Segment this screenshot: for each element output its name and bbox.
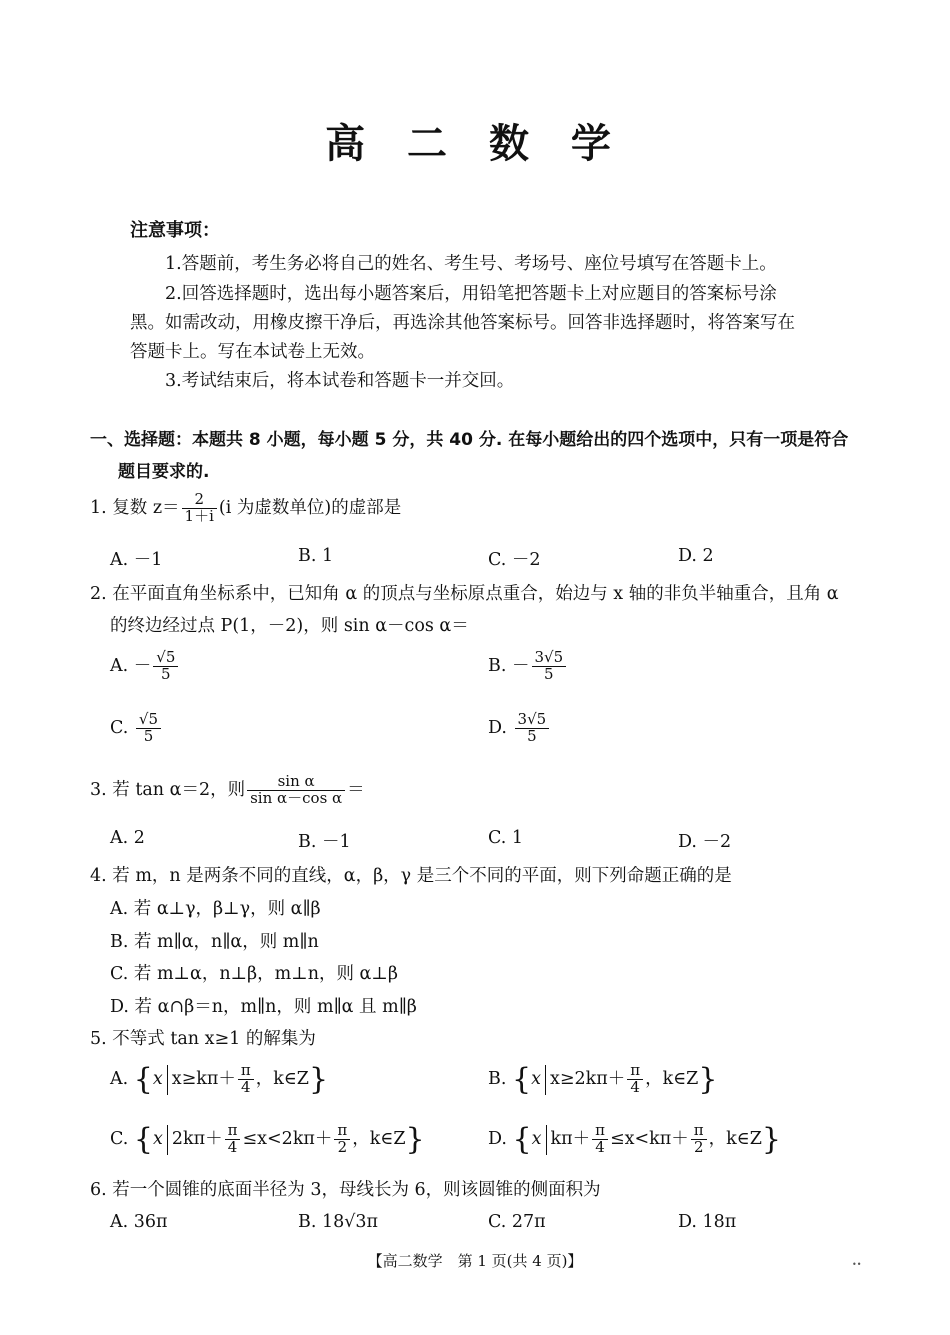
q5-option-b-cond-end: ，k∈Z bbox=[645, 1069, 699, 1089]
q5-option-d-denominator-2: 2 bbox=[691, 1139, 707, 1156]
q5-option-d-cond-end: ，k∈Z bbox=[708, 1129, 762, 1149]
q6-option-c: C. 27π bbox=[488, 1212, 546, 1232]
q3-fraction bbox=[247, 774, 345, 807]
q5-option-a-numerator: π bbox=[240, 1061, 251, 1080]
q2-option-d-label: D. bbox=[488, 717, 513, 738]
q5-option-c-numerator: π bbox=[227, 1121, 238, 1140]
q2-option-a-numerator: √5 bbox=[156, 648, 176, 666]
q2-option-c-denominator: 5 bbox=[136, 728, 161, 745]
q2-option-b-numerator: 3√5 bbox=[534, 648, 564, 666]
q1-prefix: 1. 复数 z＝ bbox=[90, 497, 180, 518]
q2-option-b-fraction bbox=[532, 650, 567, 683]
q2-option-d-fraction bbox=[515, 712, 550, 745]
q2-option-a-denominator: 5 bbox=[153, 666, 178, 683]
q5-option-d: D. {x kπ＋ $\frac{\pi}{4}$ ≤x<kπ＋ $\frac{\pi}{2}$ ，k∈Z} bbox=[488, 1121, 781, 1157]
q1-denominator: 1＋i bbox=[182, 508, 217, 525]
page-title: 高 二 数 学 bbox=[325, 121, 625, 167]
q2-option-b-label: B. － bbox=[488, 655, 530, 676]
question-4: 4. 若 m，n 是两条不同的直线，α，β，γ 是三个不同的平面，则下列命题正确的是 bbox=[90, 866, 732, 886]
q5-option-b-denominator: 4 bbox=[627, 1079, 643, 1096]
q2-option-d bbox=[488, 712, 551, 745]
q2-option-b bbox=[488, 650, 568, 683]
q5-option-c-numerator-2: π bbox=[337, 1121, 348, 1140]
q1-suffix: (i 为虚数单位)的虚部是 bbox=[218, 497, 402, 518]
q5-option-b-label: B. bbox=[488, 1069, 512, 1089]
q4-option-d: D. 若 α∩β＝n，m∥n，则 m∥α 且 m∥β bbox=[110, 997, 417, 1017]
q5-option-c-label: C. bbox=[110, 1129, 134, 1149]
q5-option-b-var: x bbox=[531, 1069, 541, 1089]
q2-option-d-numerator: 3√5 bbox=[517, 710, 547, 728]
q2-option-a-label: A. － bbox=[110, 655, 152, 676]
q6-option-a: A. 36π bbox=[110, 1212, 168, 1232]
q2-option-c-label: C. bbox=[110, 717, 134, 738]
q3-suffix: ＝ bbox=[347, 779, 365, 800]
q1-option-c: C. －2 bbox=[488, 550, 541, 570]
question-3 bbox=[90, 774, 365, 807]
q3-option-a: A. 2 bbox=[110, 828, 145, 848]
q5-option-b-numerator: π bbox=[630, 1061, 641, 1080]
q5-option-a: A. {x x≥kπ＋ $\frac{\pi}{4}$ ，k∈Z} bbox=[110, 1061, 329, 1097]
q5-option-c: C. {x 2kπ＋ $\frac{\pi}{4}$ ≤x<2kπ＋ $\frac{\pi}{2}$ ，k∈Z} bbox=[110, 1121, 425, 1157]
q5-option-a-denominator: 4 bbox=[238, 1079, 254, 1096]
q5-option-c-cond-end: ，k∈Z bbox=[352, 1129, 406, 1149]
q1-fraction bbox=[182, 492, 217, 525]
q5-option-d-var: x bbox=[531, 1129, 542, 1149]
q1-option-d: D. 2 bbox=[678, 546, 714, 566]
question-1 bbox=[90, 492, 401, 525]
notice-line-1: 1.答题前，考生务必将自己的姓名、考生号、考场号、座位号填写在答题卡上。 bbox=[165, 254, 777, 274]
q2-option-c-numerator: √5 bbox=[138, 710, 159, 728]
page-footer: 【高二数学 第 1 页(共 4 页)】 bbox=[367, 1252, 583, 1270]
notice-line-5: 3.考试结束后，将本试卷和答题卡一并交回。 bbox=[165, 371, 515, 391]
corner-mark: •• bbox=[852, 1260, 862, 1269]
q2-option-b-denominator: 5 bbox=[532, 666, 567, 683]
q5-option-d-cond: kπ＋ bbox=[550, 1129, 591, 1149]
q3-option-c: C. 1 bbox=[488, 828, 524, 848]
question-6: 6. 若一个圆锥的底面半径为 3，母线长为 6，则该圆锥的侧面积为 bbox=[90, 1180, 601, 1200]
q4-option-c: C. 若 m⊥α，n⊥β，m⊥n，则 α⊥β bbox=[110, 964, 398, 984]
q5-option-b-cond: x≥2kπ＋ bbox=[549, 1069, 626, 1089]
notice-line-4: 答题卡上。写在本试卷上无效。 bbox=[130, 342, 375, 362]
q2-option-c bbox=[110, 712, 163, 745]
q3-prefix: 3. 若 tan α＝2，则 bbox=[90, 779, 246, 800]
q6-option-b: B. 18√3π bbox=[298, 1212, 379, 1232]
notice-line-3: 黑。如需改动，用橡皮擦干净后，再选涂其他答案标号。回答非选择题时，将答案写在 bbox=[130, 313, 795, 333]
q3-denominator: sin α－cos α bbox=[247, 790, 345, 807]
q2-option-d-denominator: 5 bbox=[515, 728, 550, 745]
q5-option-d-denominator: 4 bbox=[592, 1139, 608, 1156]
q2-option-a-fraction bbox=[153, 650, 178, 683]
q4-option-b: B. 若 m∥α，n∥α，则 m∥n bbox=[110, 932, 319, 952]
q5-option-a-var: x bbox=[152, 1069, 163, 1089]
q2-option-c-fraction bbox=[136, 712, 161, 745]
q3-option-d: D. －2 bbox=[678, 832, 732, 852]
q5-option-a-cond: x≥kπ＋ bbox=[171, 1069, 236, 1089]
notice-line-2: 2.回答选择题时，选出每小题答案后，用铅笔把答题卡上对应题目的答案标号涂 bbox=[165, 284, 777, 304]
q3-numerator: sin α bbox=[277, 772, 315, 790]
q1-option-a: A. －1 bbox=[110, 550, 163, 570]
q5-option-c-cond-mid: ≤x<2kπ＋ bbox=[242, 1129, 333, 1149]
q5-option-a-label: A. bbox=[110, 1069, 134, 1089]
q5-option-c-cond: 2kπ＋ bbox=[171, 1129, 223, 1149]
section-1-heading-cont: 题目要求的. bbox=[118, 462, 210, 482]
q1-option-b: B. 1 bbox=[298, 546, 334, 566]
q3-option-b: B. －1 bbox=[298, 832, 351, 852]
q1-numerator: 2 bbox=[194, 490, 204, 508]
notice-heading: 注意事项： bbox=[130, 220, 220, 241]
q6-option-d: D. 18π bbox=[678, 1212, 737, 1232]
q5-option-b: B. {x x≥2kπ＋ $\frac{\pi}{4}$ ，k∈Z} bbox=[488, 1061, 718, 1097]
q5-option-c-denominator-2: 2 bbox=[334, 1139, 350, 1156]
q5-option-d-cond-mid: ≤x<kπ＋ bbox=[609, 1129, 689, 1149]
question-2-line-2: 的终边经过点 P(1，－2)，则 sin α－cos α＝ bbox=[110, 616, 469, 636]
question-5: 5. 不等式 tan x≥1 的解集为 bbox=[90, 1029, 316, 1049]
q2-option-a bbox=[110, 650, 180, 683]
q4-option-a: A. 若 α⊥γ，β⊥γ，则 α∥β bbox=[110, 899, 321, 919]
q5-option-d-numerator: π bbox=[595, 1121, 605, 1140]
q5-option-a-cond-end: ，k∈Z bbox=[255, 1069, 309, 1089]
q5-option-c-var: x bbox=[153, 1129, 163, 1149]
q5-option-c-denominator: 4 bbox=[225, 1139, 241, 1156]
q5-option-d-label: D. bbox=[488, 1129, 513, 1149]
q5-option-d-numerator-2: π bbox=[693, 1121, 704, 1140]
question-2-line-1: 2. 在平面直角坐标系中，已知角 α 的顶点与坐标原点重合，始边与 x 轴的非负半轴重合，且角 α bbox=[90, 584, 839, 604]
section-1-heading: 一、选择题：本题共 8 小题，每小题 5 分，共 40 分. 在每小题给出的四个选项中，只有一项是符合 bbox=[90, 430, 849, 450]
